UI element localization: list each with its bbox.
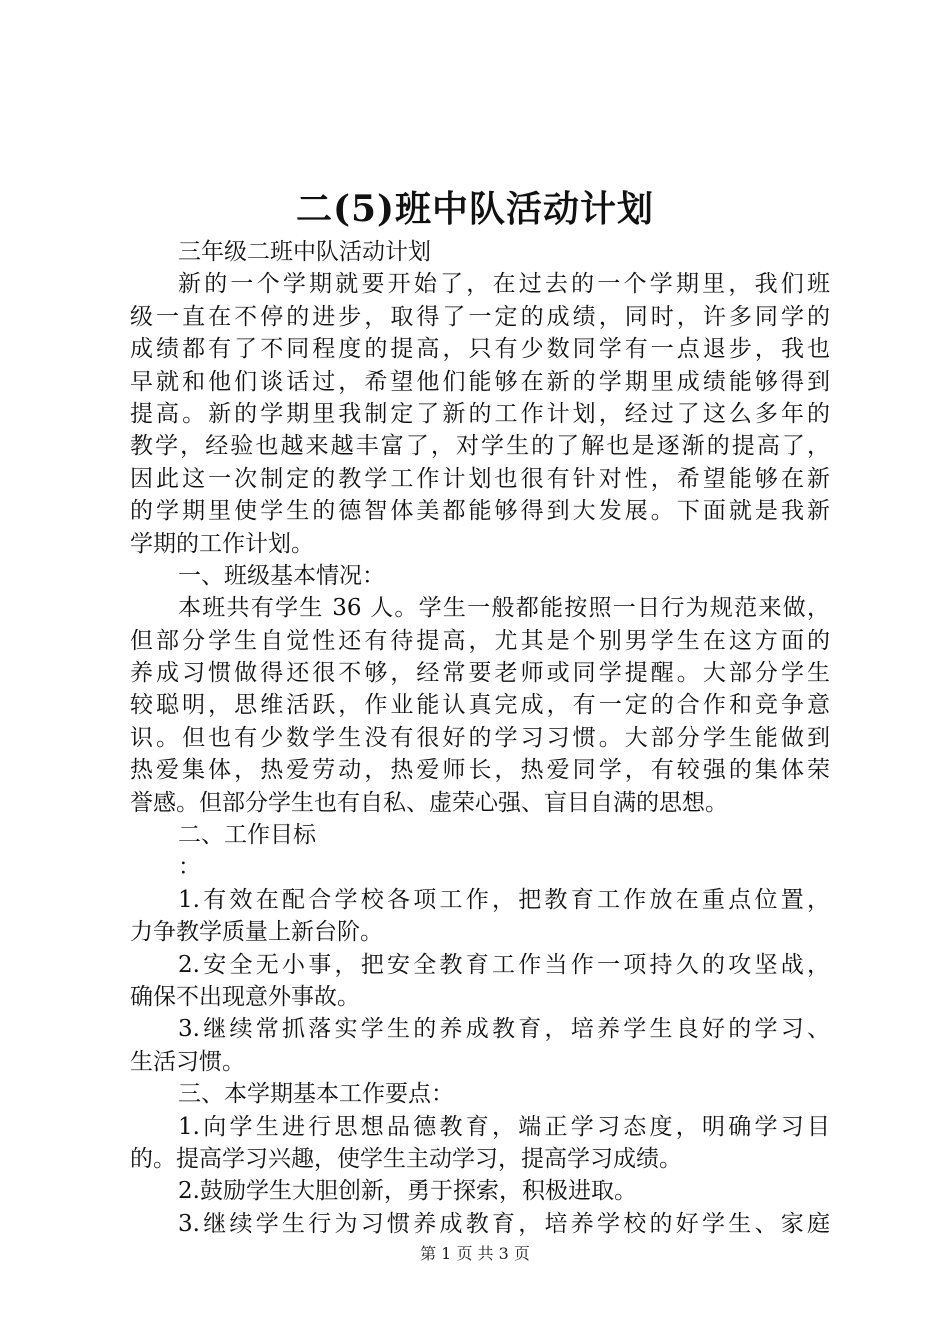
text-line: 新的一个学期就要开始了，在过去的一个学期里，我们班 xyxy=(178,271,830,298)
document-title: 二(5)班中队活动计划 xyxy=(295,188,655,230)
text-line: 三年级二班中队活动计划 xyxy=(178,239,431,265)
text-line: 一、班级基本情况： xyxy=(178,562,385,589)
page-footer: 第 1 页 共 3 页 xyxy=(420,1244,530,1263)
text-line: 教学，经验也越来越丰富了，对学生的了解也是逐渐的提高了， xyxy=(130,433,830,460)
text-line: 早就和他们谈话过，希望他们能够在新的学期里成绩能够得到 xyxy=(130,368,830,395)
text-line: ： xyxy=(178,854,201,881)
document-body xyxy=(130,236,830,1240)
text-line: 力争教学质量上新台阶。 xyxy=(130,919,383,946)
text-line: 2.安全无小事，把安全教育工作当作一项持久的攻坚战， xyxy=(178,951,830,978)
text-line: 1.有效在配合学校各项工作，把教育工作放在重点位置， xyxy=(178,886,830,913)
text-line: 的学期里使学生的德智体美都能够得到大发展。下面就是我新 xyxy=(130,498,830,525)
text-line: 1.向学生进行思想品德教育，端正学习态度，明确学习目 xyxy=(178,1113,830,1140)
text-line: 3.继续常抓落实学生的养成教育，培养学生良好的学习、 xyxy=(178,1016,830,1043)
text-line: 较聪明，思维活跃，作业能认真完成，有一定的合作和竞争意 xyxy=(130,692,830,719)
text-line: 热爱集体，热爱劳动，热爱师长，热爱同学，有较强的集体荣 xyxy=(130,757,830,784)
text-line: 三、本学期基本工作要点： xyxy=(178,1081,454,1108)
text-line: 的。提高学习兴趣，使学生主动学习，提高学习成绩。 xyxy=(130,1145,682,1172)
text-line: 3.继续学生行为习惯养成教育，培养学校的好学生、家庭 xyxy=(178,1210,830,1237)
text-line: 2.鼓励学生大胆创新，勇于探索，积极进取。 xyxy=(178,1178,637,1205)
text-line: 誉感。但部分学生也有自私、虚荣心强、盲目自满的思想。 xyxy=(130,789,728,816)
text-line: 但部分学生自觉性还有待提高，尤其是个别男学生在这方面的 xyxy=(130,627,830,654)
text-line: 成绩都有了不同程度的提高，只有少数同学有一点退步，我也 xyxy=(130,336,830,363)
text-line: 级一直在不停的进步，取得了一定的成绩，同时，许多同学的 xyxy=(130,303,830,330)
text-line: 学期的工作计划。 xyxy=(130,530,314,557)
text-line: 生活习惯。 xyxy=(130,1048,245,1075)
text-line: 提高。新的学期里我制定了新的工作计划，经过了这么多年的 xyxy=(130,400,830,427)
text-line: 识。但也有少数学生没有很好的学习习惯。大部分学生能做到 xyxy=(130,724,830,751)
text-line: 二、工作目标 xyxy=(178,822,316,849)
text-line: 因此这一次制定的教学工作计划也很有针对性，希望能够在新 xyxy=(130,465,830,492)
text-line: 本班共有学生 36 人。学生一般都能按照一日行为规范来做， xyxy=(178,595,830,622)
text-line: 确保不出现意外事故。 xyxy=(130,983,360,1010)
text-line: 养成习惯做得还很不够，经常要老师或同学提醒。大部分学生 xyxy=(130,660,830,687)
